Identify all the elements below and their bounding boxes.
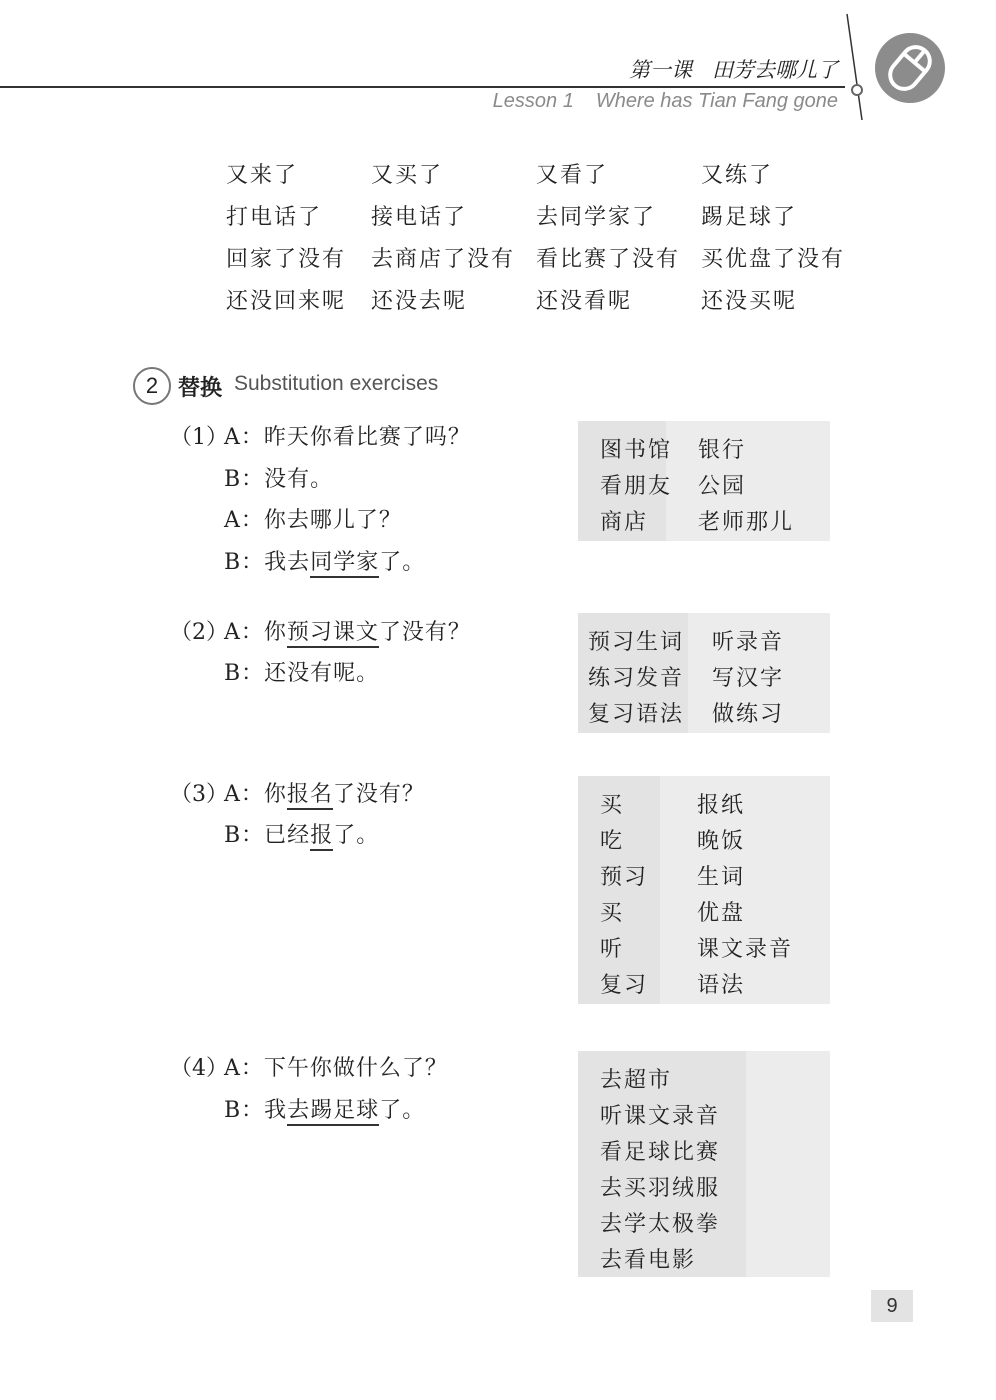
option-item: 做练习 xyxy=(712,702,785,727)
section-title-en: Substitution exercises xyxy=(234,372,439,395)
exercise-label: （3） xyxy=(170,782,228,807)
box-row xyxy=(578,1237,830,1273)
vocab-item: 还没去呢 xyxy=(371,289,468,314)
utterance-pre: 已经 xyxy=(264,823,311,848)
option-item: 课文录音 xyxy=(697,937,794,962)
option-item: 预习生词 xyxy=(588,630,685,655)
utterance-pre: 你 xyxy=(263,782,287,807)
speaker: B： xyxy=(224,467,265,492)
substitution-box xyxy=(578,613,830,733)
dialogue-line xyxy=(224,1093,425,1124)
lesson-title-en: Where has Tian Fang gone xyxy=(595,90,838,112)
vocab-item: 还没买呢 xyxy=(701,289,798,314)
substitution-box xyxy=(578,1051,830,1277)
box-row xyxy=(578,427,830,463)
vocab-item: 去同学家了 xyxy=(536,205,657,230)
dialogue-line xyxy=(224,503,402,534)
box-row xyxy=(578,1165,830,1201)
speaker: A： xyxy=(224,1056,264,1081)
lesson-number-en: Lesson 1 xyxy=(492,90,574,112)
section-title-cn: 替换 xyxy=(178,376,223,401)
box-row xyxy=(578,890,830,926)
mouse-icon xyxy=(875,33,945,103)
section-number: 2 xyxy=(133,367,171,405)
option-item: 听 xyxy=(600,937,625,962)
vocab-item: 回家了没有 xyxy=(226,247,347,272)
option-item: 练习发音 xyxy=(588,666,685,691)
vocab-row xyxy=(226,242,861,284)
utterance-pre: 我去 xyxy=(264,550,311,575)
header-divider-stroke xyxy=(0,0,996,140)
utterance-post: 了没有？ xyxy=(378,620,471,645)
vocab-item: 接电话了 xyxy=(371,205,468,230)
box-row xyxy=(578,1093,830,1129)
vocab-item: 看比赛了没有 xyxy=(536,247,681,272)
utterance-post: 了。 xyxy=(379,550,426,575)
option-item: 生词 xyxy=(697,865,746,890)
option-item: 看足球比赛 xyxy=(600,1140,721,1165)
option-item: 去学太极拳 xyxy=(600,1212,721,1237)
option-item: 听录音 xyxy=(712,630,785,655)
dialogue-line xyxy=(224,615,471,646)
option-item: 去超市 xyxy=(600,1068,673,1093)
dialogue-line xyxy=(224,1051,448,1082)
speaker: B： xyxy=(224,823,265,848)
option-item: 语法 xyxy=(697,973,746,998)
vocab-item: 又看了 xyxy=(536,163,609,188)
substitution-slot: 同学家 xyxy=(310,550,379,578)
vocab-item: 又来了 xyxy=(226,163,299,188)
box-row xyxy=(578,499,830,535)
speaker: A： xyxy=(224,425,264,450)
speaker: A： xyxy=(224,508,264,533)
option-item: 复习语法 xyxy=(588,702,685,727)
box-row xyxy=(578,854,830,890)
speaker: B： xyxy=(224,661,265,686)
substitution-box xyxy=(578,776,830,1004)
option-item: 去买羽绒服 xyxy=(600,1176,721,1201)
box-row xyxy=(578,1129,830,1165)
utterance-post: 了。 xyxy=(333,823,380,848)
vocab-item: 打电话了 xyxy=(226,205,323,230)
utterance-pre: 你 xyxy=(263,620,287,645)
option-item: 买 xyxy=(600,901,625,926)
substitution-box xyxy=(578,421,830,541)
option-item: 银行 xyxy=(698,438,747,463)
box-row xyxy=(578,1201,830,1237)
utterance-post: 了。 xyxy=(379,1098,426,1123)
utterance-post: 了没有？ xyxy=(332,782,425,807)
utterance: 你去哪儿了？ xyxy=(263,508,402,533)
box-row xyxy=(578,655,830,691)
substitution-slot: 报名 xyxy=(287,782,333,810)
option-item: 去看电影 xyxy=(600,1248,697,1273)
option-item: 图书馆 xyxy=(600,438,673,463)
option-item: 商店 xyxy=(600,510,649,535)
utterance: 下午你做什么了？ xyxy=(263,1056,448,1081)
option-item: 复习 xyxy=(600,973,649,998)
vocab-item: 去商店了没有 xyxy=(371,247,516,272)
box-row xyxy=(578,818,830,854)
exercise-label: （2） xyxy=(170,620,228,645)
option-item: 老师那儿 xyxy=(698,510,795,535)
option-item: 看朋友 xyxy=(600,474,673,499)
vocab-row xyxy=(226,158,861,200)
dialogue-line xyxy=(224,420,471,451)
lesson-number-cn: 第一课 xyxy=(629,58,692,82)
dialogue-line xyxy=(224,545,425,576)
option-item: 吃 xyxy=(600,829,625,854)
box-row xyxy=(578,691,830,727)
vocab-grid xyxy=(226,158,861,326)
speaker: A： xyxy=(224,620,264,645)
vocab-row xyxy=(226,200,861,242)
dialogue-line xyxy=(224,656,379,687)
vocab-item: 买优盘了没有 xyxy=(701,247,846,272)
box-row xyxy=(578,619,830,655)
speaker: B： xyxy=(224,1098,265,1123)
option-item: 买 xyxy=(600,793,625,818)
option-item: 公园 xyxy=(698,474,747,499)
option-item: 听课文录音 xyxy=(600,1104,721,1129)
utterance: 没有。 xyxy=(264,467,334,492)
vocab-item: 又练了 xyxy=(701,163,774,188)
vocab-item: 踢足球了 xyxy=(701,205,798,230)
substitution-slot: 预习课文 xyxy=(287,620,379,648)
vocab-item: 又买了 xyxy=(371,163,444,188)
vocab-row xyxy=(226,284,861,326)
page-number: 9 xyxy=(871,1290,913,1322)
vocab-item: 还没回来呢 xyxy=(226,289,347,314)
dialogue-line xyxy=(224,462,333,493)
dialogue-line xyxy=(224,818,379,849)
exercise-label: （4） xyxy=(170,1056,228,1081)
option-item: 晚饭 xyxy=(697,829,746,854)
box-row xyxy=(578,962,830,998)
box-row xyxy=(578,1057,830,1093)
option-item: 优盘 xyxy=(697,901,746,926)
header-dot-ornament xyxy=(851,84,863,96)
dialogue-line xyxy=(224,777,425,808)
exercise-label: （1） xyxy=(170,425,228,450)
utterance-pre: 我 xyxy=(264,1098,288,1123)
option-item: 写汉字 xyxy=(712,666,785,691)
box-row xyxy=(578,926,830,962)
vocab-item: 还没看呢 xyxy=(536,289,633,314)
substitution-slot: 报 xyxy=(310,823,333,851)
box-row xyxy=(578,463,830,499)
box-row xyxy=(578,782,830,818)
utterance: 昨天你看比赛了吗？ xyxy=(263,425,471,450)
utterance: 还没有呢。 xyxy=(264,661,380,686)
substitution-slot: 去踢足球 xyxy=(287,1098,379,1126)
speaker: A： xyxy=(224,782,264,807)
option-item: 预习 xyxy=(600,865,649,890)
lesson-title-cn: 田芳去哪儿了 xyxy=(712,58,838,82)
option-item: 报纸 xyxy=(697,793,746,818)
speaker: B： xyxy=(224,550,265,575)
